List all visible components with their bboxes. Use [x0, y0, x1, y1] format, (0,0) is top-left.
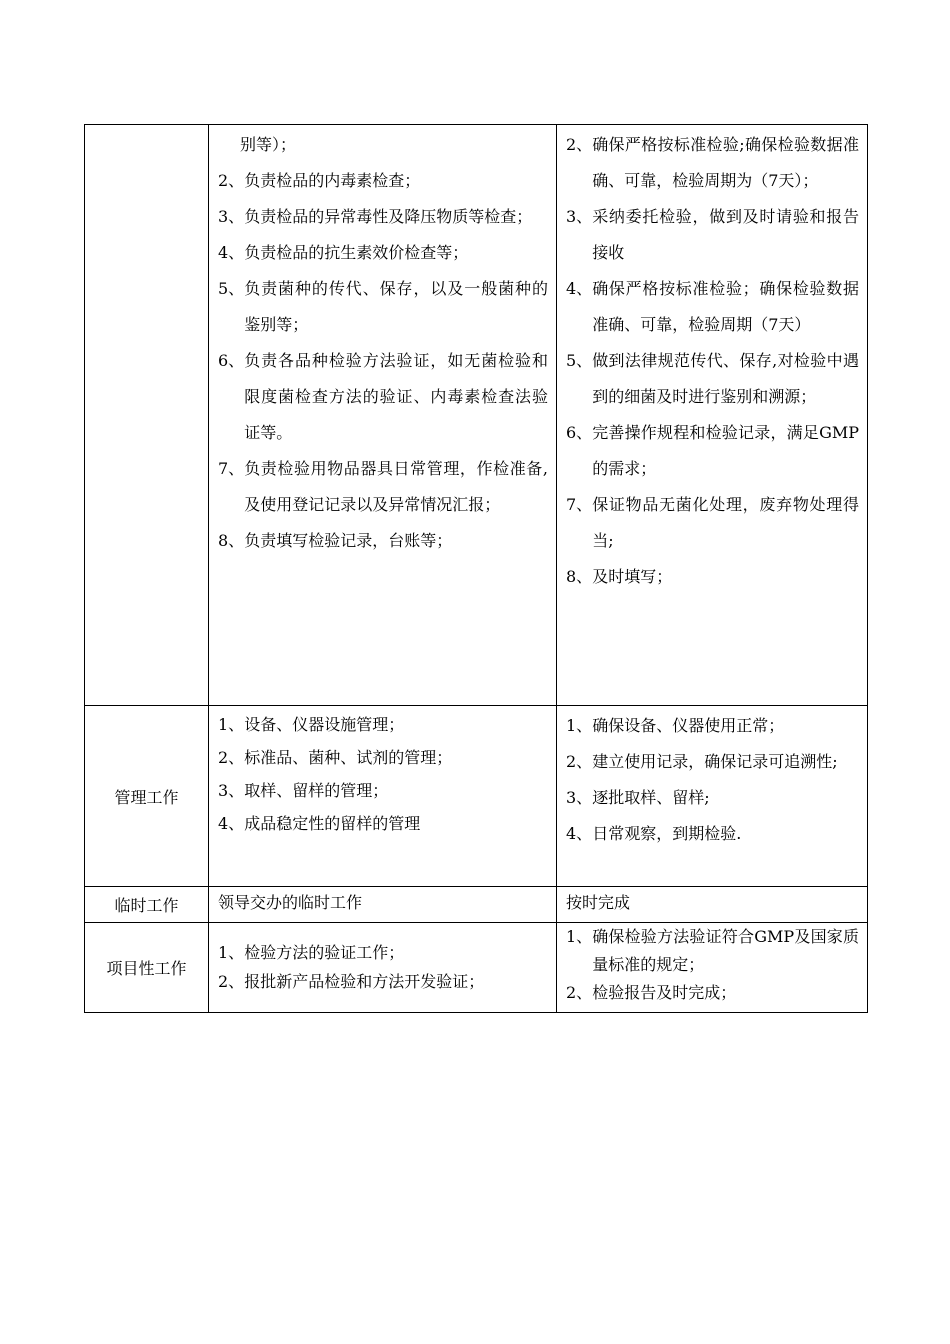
standard-item: 1、 确保设备、仪器使用正常； [566, 716, 785, 735]
standard-item: 6、 完善操作规程和检验记录，满足GMP的需求； [566, 423, 859, 478]
table-row [85, 125, 868, 706]
standard-item: 4、 日常观察，到期检验. [566, 824, 742, 843]
category-cell: 管理工作 [85, 706, 209, 887]
standard-item: 7、 保证物品无菌化处理，废弃物处理得当; [566, 495, 859, 550]
duty-item: 4、 成品稳定性的留样的管理 [218, 814, 421, 833]
duty-item: 1、 设备、仪器设施管理； [218, 715, 405, 734]
duty-item: 3、 负责检品的异常毒性及降压物质等检查； [218, 207, 533, 226]
duties-cell [209, 706, 557, 887]
standard-item: 按时完成 [566, 893, 631, 912]
duty-item: 5、 负责菌种的传代、保存，以及一般菌种的鉴别等； [218, 279, 548, 334]
duties-cell [209, 923, 557, 1013]
duty-item: 2、 报批新产品检验和方法开发验证； [218, 971, 485, 991]
duties-cell [209, 125, 557, 706]
table-row [85, 923, 868, 1013]
duty-item: 2、 负责检品的内毒素检查； [218, 171, 421, 190]
category-cell [85, 125, 209, 706]
duty-item: 6、 负责各品种检验方法验证，如无菌检验和限度菌检查方法的验证、内毒素检查法验证等。 [218, 351, 548, 442]
category-cell: 临时工作 [85, 887, 209, 923]
standards-cell [557, 706, 868, 887]
category-cell: 项目性工作 [85, 923, 209, 1013]
duty-continuation: 别等）； [240, 135, 297, 154]
duty-item: 8、 负责填写检验记录，台账等； [218, 531, 453, 550]
standard-item: 3、 逐批取样、留样; [566, 788, 710, 807]
duty-item: 4、 负责检品的抗生素效价检查等； [218, 243, 469, 262]
duty-item: 3、 取样、留样的管理； [218, 781, 389, 800]
standards-cell [557, 923, 868, 1013]
standard-item: 1、 确保检验方法验证符合GMP及国家质量标准的规定； [566, 927, 859, 974]
standard-item: 2、 确保严格按标准检验;确保检验数据准确、可靠，检验周期为（7天）； [566, 135, 859, 190]
standards-cell [557, 125, 868, 706]
duties-cell [209, 887, 557, 923]
standards-cell [557, 887, 868, 923]
duty-item: 1、 检验方法的验证工作； [218, 942, 405, 962]
table-row [85, 706, 868, 887]
duty-item: 7、 负责检验用物品器具日常管理，作检准备,及使用登记记录以及异常情况汇报； [218, 459, 548, 514]
standard-item: 8、 及时填写； [566, 567, 673, 586]
duty-item: 2、 标准品、菌种、试剂的管理； [218, 748, 453, 767]
standard-item: 5、 做到法律规范传代、保存,对检验中遇到的细菌及时进行鉴别和溯源； [566, 351, 859, 406]
standard-item: 2、 建立使用记录，确保记录可追溯性; [566, 752, 838, 771]
table-row [85, 887, 868, 923]
standard-item: 3、 采纳委托检验，做到及时请验和报告接收 [566, 207, 859, 262]
duty-item: 领导交办的临时工作 [218, 893, 363, 912]
duties-table [84, 124, 868, 1013]
standard-item: 4、 确保严格按标准检验；确保检验数据准确、可靠，检验周期（7天） [566, 279, 859, 334]
standard-item: 2、 检验报告及时完成； [566, 983, 737, 1002]
